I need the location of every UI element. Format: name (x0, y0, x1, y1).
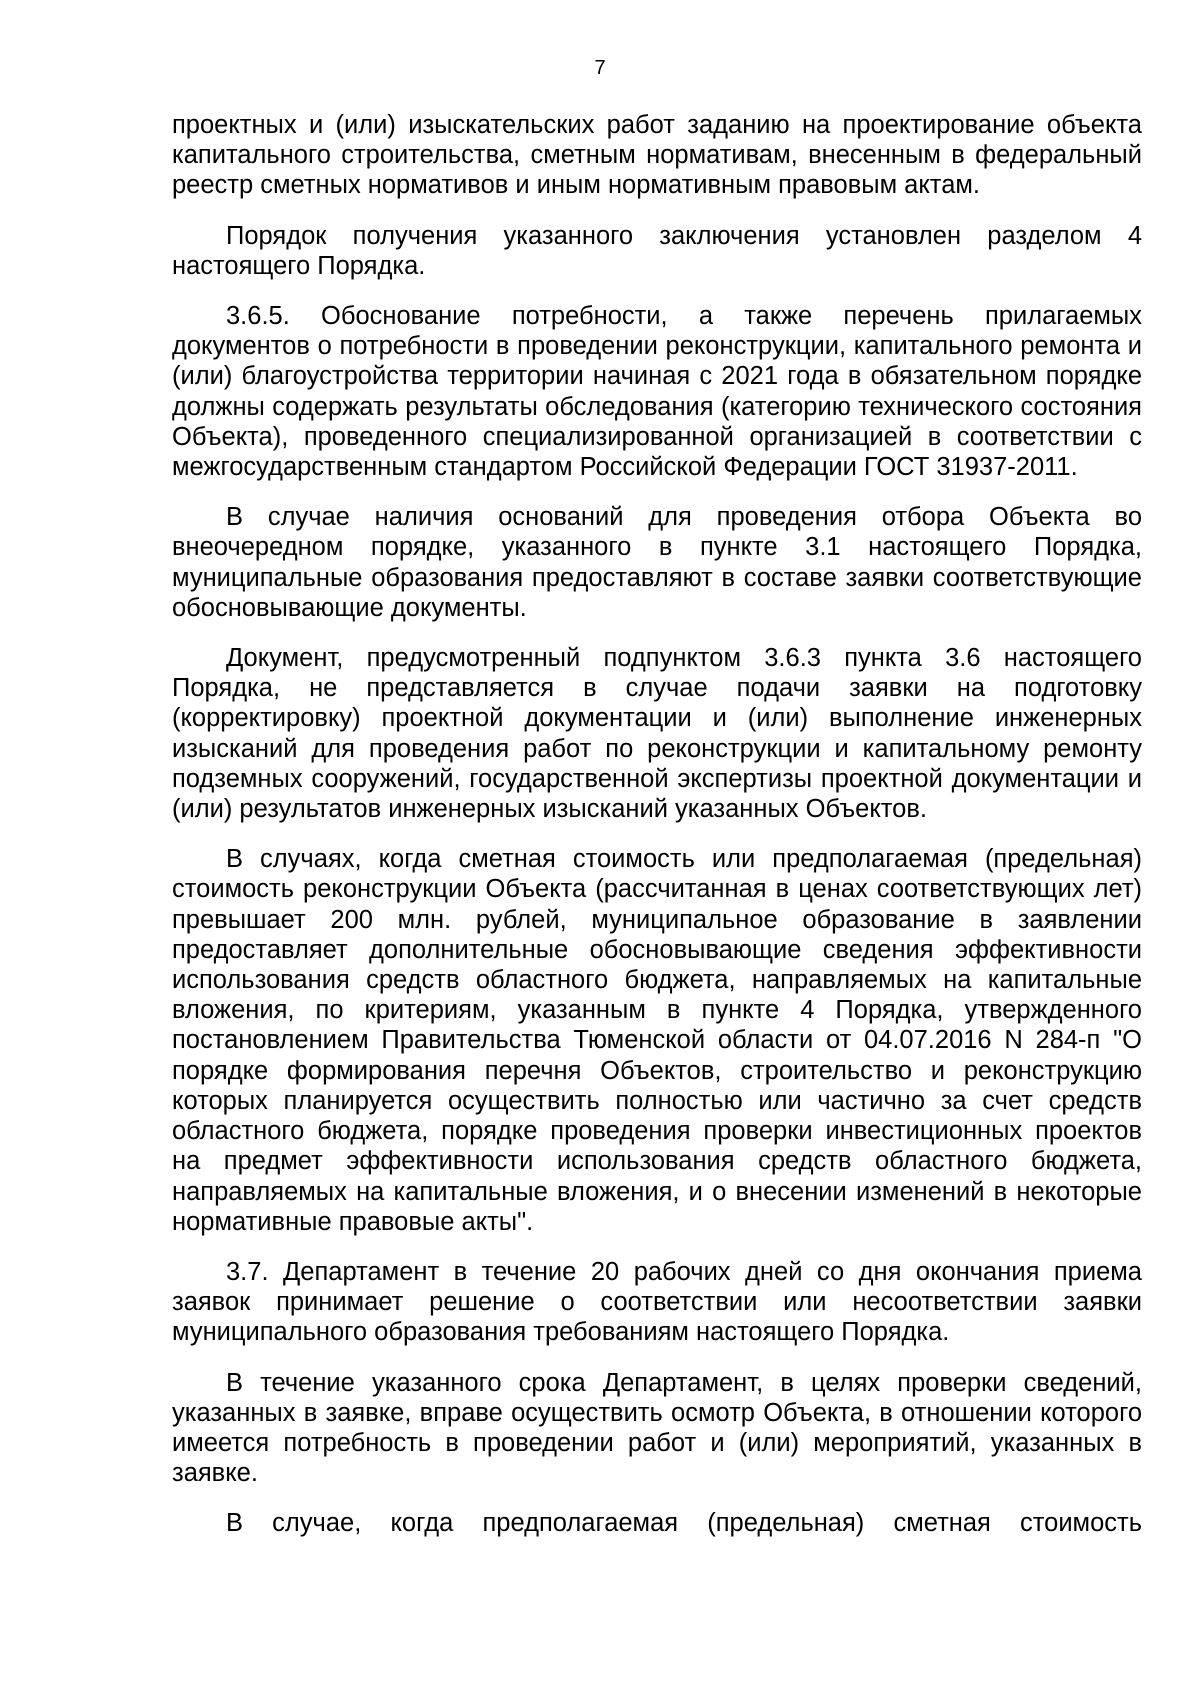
paragraph-document-exception: Документ, предусмотренный подпунктом 3.6.3 пункта 3.6 настоящего Порядка, не представляется в случае подачи заявки на подготовку (корректировку) проектной документации и (или) выполнение инженерных изысканий для проведения работ по реконструкции и капитальному ремонту подземных сооружений, государственной экспертизы проектной документации и (или) результатов инженерных изысканий указанных Объектов. (172, 644, 1142, 824)
paragraph-3-7: 3.7. Департамент в течение 20 рабочих дней со дня окончания приема заявок принимает решение о соответствии или несоответствии заявки муниципального образования требованиям настоящего Порядка. (172, 1257, 1142, 1347)
document-body (172, 110, 1142, 1539)
paragraph-3-6-5: 3.6.5. Обоснование потребности, а также перечень прилагаемых документов о потребности в проведении реконструкции, капитального ремонта и (или) благоустройства территории начиная с 2021 года в обязательном порядке должны содержать результаты обследования (категорию технического состояния Объекта), проведенного специализированной организацией в соответствии с межгосударственным стандартом Российской Федерации ГОСТ 31937-2011. (172, 302, 1142, 482)
paragraph-continuation: проектных и (или) изыскательских работ заданию на проектирование объекта капитального строительства, сметным нормативам, внесенным в федеральный реестр сметных нормативов и иным нормативным правовым актам. (172, 111, 1142, 200)
paragraph-conclusion-procedure: Порядок получения указанного заключения установлен разделом 4 настоящего Порядка. (172, 221, 1142, 280)
paragraph-extraordinary-selection: В случае наличия оснований для проведения отбора Объекта во внеочередном порядке, указанного в пункте 3.1 настоящего Порядка, муниципальные образования предоставляют в составе заявки соответствующие обосновывающие документы. (172, 503, 1142, 622)
paragraph-estimated-cost: В случае, когда предполагаемая (предельная) сметная стоимость (226, 1509, 1142, 1538)
paragraph-inspection: В течение указанного срока Департамент, в целях проверки сведений, указанных в заявке, вправе осуществить осмотр Объекта, в отношении которого имеется потребность в проведении работ и (или) мероприятий, указанных в заявке. (172, 1368, 1142, 1488)
page-number: 7 (594, 57, 606, 79)
paragraph-cost-over-200m: В случаях, когда сметная стоимость или предполагаемая (предельная) стоимость реконструкции Объекта (рассчитанная в ценах соответствующих лет) превышает 200 млн. рублей, муниципальное образование в заявлении предоставляет дополнительные обосновывающие сведения эффективности использования средств областного бюджета, направляемых на капитальные вложения, по критериям, указанным в пункте 4 Порядка, утвержденного постановлением Правительства Тюменской области от 04.07.2016 N 284-п "О порядке формирования перечня Объектов, строительство и реконструкцию которых планируется осуществить полностью или частично за счет средств областного бюджета, порядке проведения проверки инвестиционных проектов на предмет эффективности использования средств областного бюджета, направляемых на капитальные вложения, и о внесении изменений в некоторые нормативные правовые акты". (172, 845, 1142, 1236)
